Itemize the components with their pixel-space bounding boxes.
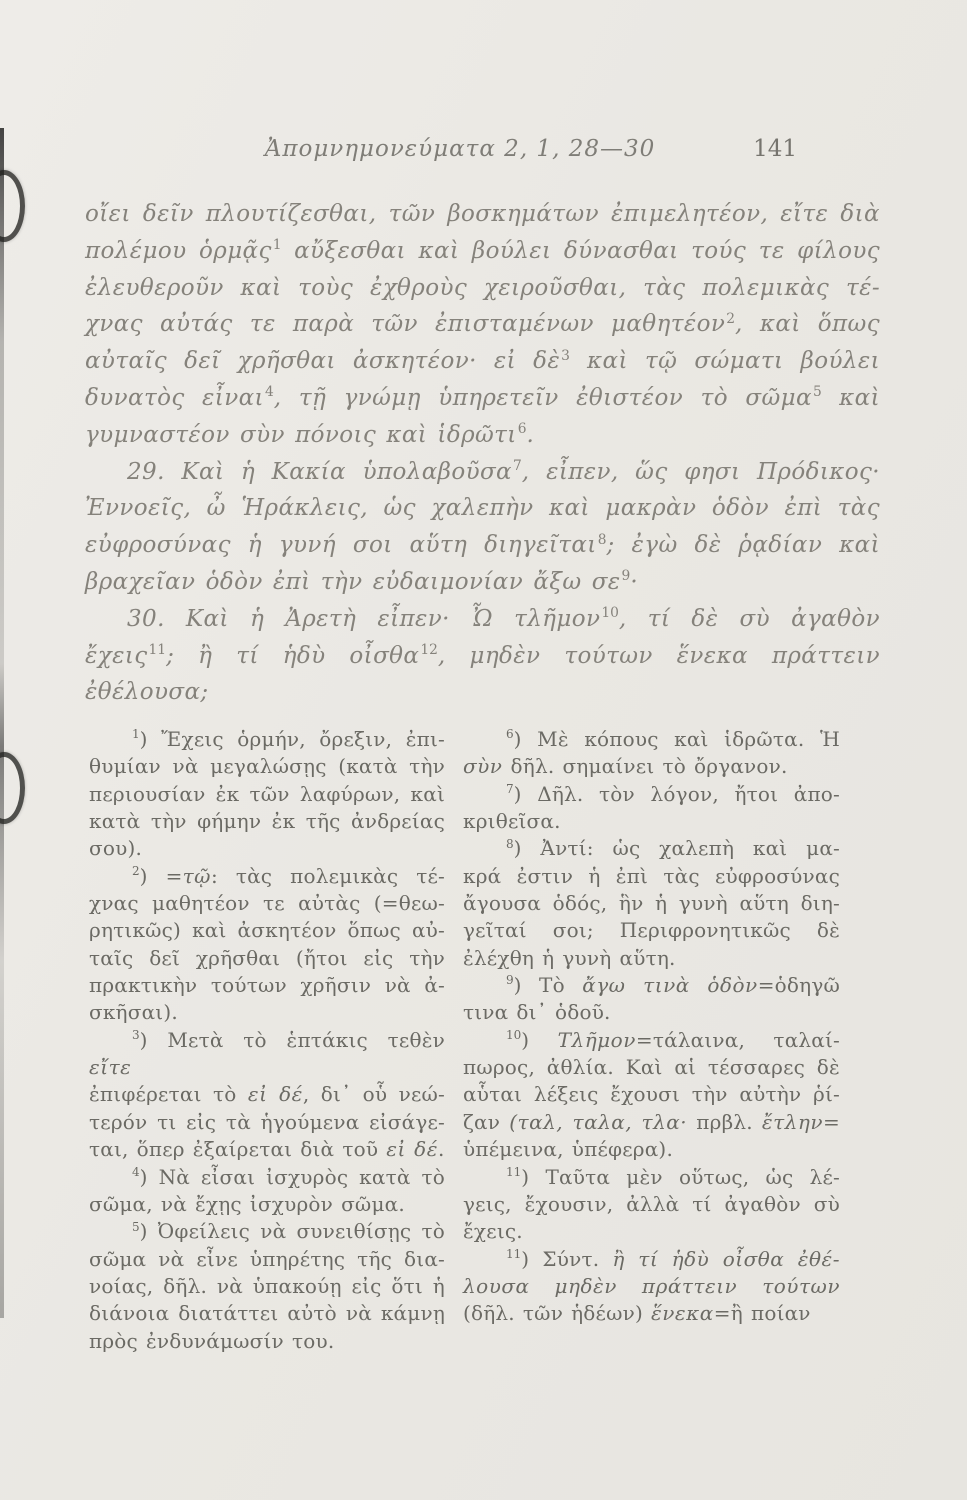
text-line: $^1$) Ἔχεις ὁρμήν, ὄρεξιν, ἐπι- <box>132 727 445 751</box>
text-line: 29. Καὶ ἡ Κακία ὑπολαβοῦσα$^7$, εἶπεν, ὥς φησι Πρόδικος· <box>127 457 880 485</box>
text-line: $^{11}$) Σύντ. ἢ τί ἡδὺ οἶσθα ἐθέ- <box>506 1246 840 1271</box>
text-line: ἄγουσα ὁδός, ἣν ἡ γυνὴ αὕτη διη- <box>463 891 840 916</box>
text-line: χνας μαθητέον τε αὐτὰς (=θεω- <box>89 891 445 916</box>
scan-binding-edge <box>0 128 4 1318</box>
text-line: $^{10}$) Τλῆμον=τάλαινα, ταλαί- <box>506 1027 840 1052</box>
text-line: $^6$) Μὲ κόπους καὶ ἱδρῶτα. Ἡ <box>506 727 840 751</box>
text-line: ὑπέμεινα, ὑπέφερα). <box>463 1137 673 1162</box>
text-line: πολέμου ὁρμᾷς$^1$ αὔξεσθαι καὶ βούλει δύνασθαι τούς τε φίλους <box>85 237 880 264</box>
text-line: γυμναστέον σὺν πόνοις καὶ ἱδρῶτι$^6$. <box>85 421 535 448</box>
text-line: σὺν δῆλ. σημαίνει τὸ ὄργανον. <box>463 754 788 779</box>
text-line: $^4$) Νὰ εἶσαι ἰσχυρὸς κατὰ τὸ <box>132 1164 445 1189</box>
running-header-title: Ἀπομνημονεύματα 2, 1, 28—30 <box>264 136 656 162</box>
text-line: (δῆλ. τῶν ἡδέων) ἕνεκα=ἢ ποίαν <box>463 1301 811 1326</box>
text-line: κατὰ τὴν φήμην ἐκ τῆς ἀνδρείας <box>89 809 445 834</box>
text-line: $^8$) Ἀντί: ὡς χαλεπὴ καὶ μα- <box>506 836 840 861</box>
footnotes-left-column <box>89 726 445 1355</box>
text-line: δυνατὸς εἶναι$^4$, τῇ γνώμῃ ὑπηρετεῖν ἐθιστέον τὸ σῶμα$^5$ καὶ <box>85 384 880 411</box>
text-line: σου). <box>89 836 143 861</box>
text-line: τινα δι᾽ ὁδοῦ. <box>463 1000 611 1025</box>
text-line: ζαν (ταλ, ταλα, τλα· πρβλ. ἔτλην= <box>463 1109 840 1134</box>
text-line: ἐλέχθη ἡ γυνὴ αὕτη. <box>463 945 676 970</box>
text-line: νοίας, δῆλ. νὰ ὑπακούῃ εἰς ὅτι ἡ <box>89 1273 445 1298</box>
text-line: ἔχεις. <box>463 1219 523 1244</box>
text-line: $^{11}$) Ταῦτα μὲν οὕτως, ὡς λέ- <box>506 1164 840 1189</box>
text-line: ρητικῶς) καὶ ἀσκητέον ὅπως αὐ- <box>89 918 445 943</box>
text-line: σκῆσαι). <box>89 1000 178 1025</box>
binder-ring-mark-middle <box>0 752 25 824</box>
text-line: λουσα μηδὲν πράττειν τούτων <box>463 1273 840 1298</box>
text-line: εὐφροσύνας ἡ γυνή σοι αὕτη διηγεῖται$^8$; ἐγὼ δὲ ῥᾳδίαν καὶ <box>85 531 880 559</box>
text-line: γεις, ἔχουσιν, ἀλλὰ τί ἀγαθὸν σὺ <box>463 1191 840 1216</box>
text-line: ἐλευθεροῦν καὶ τοὺς ἐχθροὺς χειροῦσθαι, τὰς πολεμικὰς τέ- <box>85 274 880 301</box>
text-line: χνας αὐτάς τε παρὰ τῶν ἐπισταμένων μαθητέον$^2$, καὶ ὅπως <box>85 310 880 338</box>
page-number: 141 <box>753 136 797 162</box>
text-line: $^2$) =τῷ: τὰς πολεμικὰς τέ- <box>132 863 445 888</box>
text-line: ταῖς δεῖ χρῆσθαι (ἤτοι εἰς τὴν <box>89 945 445 970</box>
text-line: αὐταῖς δεῖ χρῆσθαι ἀσκητέον· εἰ δὲ$^3$ καὶ τῷ σώματι βούλει <box>85 347 881 375</box>
text-line: $^7$) Δῆλ. τὸν λόγον, ἤτοι ἀπο- <box>506 781 840 806</box>
text-line: οἴει δεῖν πλουτίζεσθαι, τῶν βοσκημάτων ἐπιμελητέον, εἴτε διὰ <box>85 201 880 227</box>
text-line: 30. Καὶ ἡ Ἀρετὴ εἶπεν· Ὦ τλῆμον$^{10}$, τί δὲ σὺ ἀγαθὸν <box>127 605 880 632</box>
text-line: θυμίαν νὰ μεγαλώσῃς (κατὰ τὴν <box>89 754 445 779</box>
text-line: Ἐννοεῖς, ὦ Ἡράκλεις, ὡς χαλεπὴν καὶ μακρὰν ὁδὸν ἐπὶ τὰς <box>85 495 880 522</box>
text-line: διάνοια διατάττει αὐτὸ νὰ κάμνῃ <box>89 1301 445 1326</box>
text-line: κριθεῖσα. <box>463 809 561 834</box>
text-line: ἐπιφέρεται τὸ εἰ δέ, δι᾽ οὗ νεώ- <box>89 1082 445 1107</box>
text-line: ἔχεις$^{11}$; ἢ τί ἡδὺ οἶσθα$^{12}$, μηδὲν τούτων ἕνεκα πράττειν ἐθέλουσα; <box>85 641 880 706</box>
text-line: σῶμα, νὰ ἔχῃς ἰσχυρὸν σῶμα. <box>89 1191 405 1216</box>
text-line: γεῖταί σοι; Περιφρονητικῶς δὲ <box>463 918 840 943</box>
text-line: κρά ἐστιν ἡ ἐπὶ τὰς εὐφροσύνας <box>463 863 840 888</box>
footnotes-right-column <box>463 726 840 1328</box>
text-line: $^5$) Ὀφείλεις νὰ συνειθίσῃς τὸ <box>132 1219 445 1244</box>
text-line: πρακτικὴν τούτων χρῆσιν νὰ ἀ- <box>89 973 445 998</box>
text-line: πωρος, ἀθλία. Καὶ αἱ τέσσαρες δὲ <box>463 1055 840 1080</box>
main-greek-text <box>85 196 880 711</box>
text-line: τερόν τι εἰς τὰ ἡγούμενα εἰσάγε- <box>89 1109 445 1134</box>
text-line: πρὸς ἐνδυνάμωσίν του. <box>89 1328 335 1353</box>
binder-ring-mark-top <box>0 170 25 242</box>
text-line: αὗται λέξεις ἔχουσι τὴν αὐτὴν ῥί- <box>463 1082 840 1107</box>
text-line: σῶμα νὰ εἶνε ὑπηρέτης τῆς δια- <box>89 1246 445 1271</box>
text-line: ται, ὅπερ ἐξαίρεται διὰ τοῦ εἰ δέ. <box>89 1137 445 1162</box>
text-line: περιουσίαν ἐκ τῶν λαφύρων, καὶ <box>89 781 445 806</box>
text-line: $^3$) Μετὰ τὸ ἑπτάκις τεθὲν εἴτε <box>89 1027 445 1080</box>
text-line: βραχεῖαν ὁδὸν ἐπὶ τὴν εὐδαιμονίαν ἄξω $\sigma\varepsilon^9\cdot$ <box>85 568 639 595</box>
text-line: $^9$) Τὸ ἄγω τινὰ ὁδὸν=ὁδηγῶ <box>506 973 840 998</box>
